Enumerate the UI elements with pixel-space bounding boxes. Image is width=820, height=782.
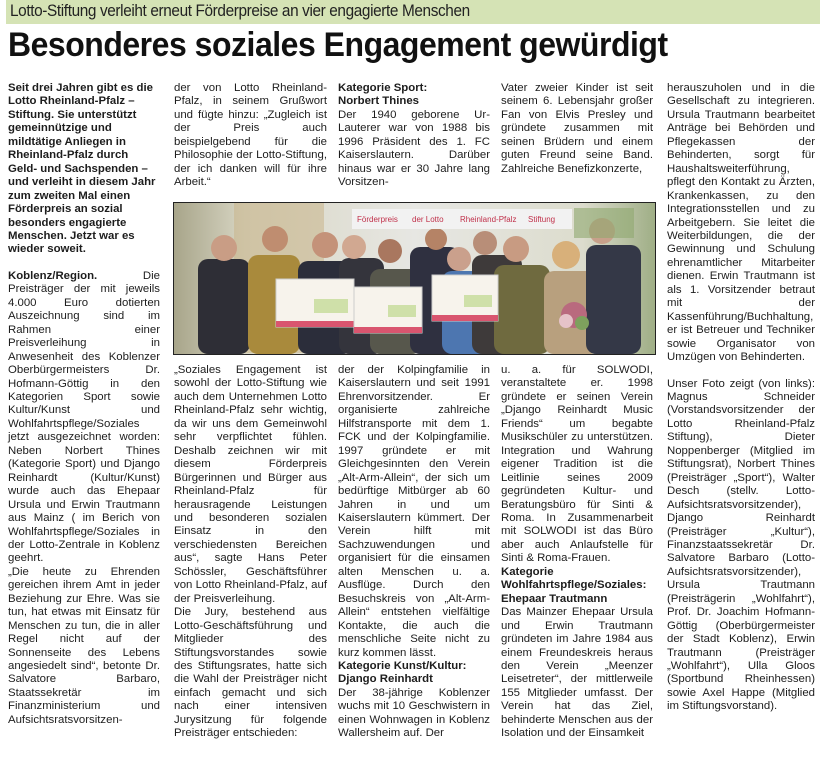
lead-paragraph: Seit drei Jahren gibt es die Lotto Rheinland-Pfalz – Stiftung. Sie unterstützt gemeinnützige und mildtätige Anliegen in Rheinland-Pfalz durch Geld- und Sachspenden – und verleiht in diesem Jahr zum zweiten Mal einen Förderpreis an sozial besonders engagierte Menschen. Jetzt war es wieder soweit.: [8, 82, 156, 256]
prize-check: [276, 279, 354, 327]
body-paragraph: der von Lotto Rheinland-Pfalz, in seinem Grußwort und fügte hinzu: „Zugleich ist der Preis auch beispielgebend für die Philosophie der Lotto-Stiftung, der ich danken will für ihre Arbeit.“: [174, 82, 327, 189]
kicker-text: Lotto-Stiftung verleiht erneut Förderpreise an vier engagierte Menschen: [10, 2, 470, 20]
body-paragraph-dateline: [8, 270, 160, 566]
body-text: Die Preisträger der mit jeweils 4.000 Euro dotierten Auszeichnung sind im Rahmen einer Preisverleihung in Anwesenheit des Koblenzer Oberbürgermeisters Dr. Hofmann-Göttig in den Kategorien Sport sowie Kultur/Kunst und Wohlfahrtspflege/Soziales jetzt ausgezeichnet worden: Neben Norbert Thines (Kategorie Sport) und Django Reinhardt (Kultur/Kunst) wurde auch das Ehepaar Ursula und Erwin Trautmann aus Mainz ( im Berich von Wohlfahrtspflege/Soziales in der Lotto-Zentrale in Koblenz geehrt.: [8, 269, 160, 565]
subheading-wohlfahrt: Kategorie Wohlfahrtspflege/Soziales: Ehepaar Trautmann: [501, 565, 647, 605]
column-1: [8, 82, 160, 727]
body-paragraph: Vater zweier Kinder ist seit seinem 6. Lebensjahr großer Fan von Elvis Presley und gründete zusammen mit seinen Brüdern und einem guten Freund seine Band. Zahlreiche Benefizkonzerte,: [501, 82, 653, 175]
banner: [352, 209, 572, 229]
body-paragraph: Der 38-jährige Koblenzer wuchs mit 10 Geschwistern in einen Wohnwagen in Koblenz Wallersheim auf. Der: [338, 686, 490, 740]
body-paragraph: „Soziales Engagement ist sowohl der Lotto-Stiftung wie auch dem Unternehmen Lotto Rheinland-Pfalz sehr wichtig, da wir uns dem Gemeinwohl sehr verpflichtet fühlen. Deshalb zeichnen wir mit diesem Förderpreis Bürgerinnen und Bürger aus Rheinland-Pfalz für herausragende Leistungen und besonderen sozialen Einsatz in den verschiedensten Bereichen aus“, sagte Hans Peter Schössler, Geschäftsführer von Lotto Rheinland-Pfalz, auf der Preisverleihung.: [174, 364, 327, 605]
plant: [574, 208, 634, 238]
banner-word: Rheinland-Pfalz: [460, 215, 517, 224]
column-3-top: [338, 82, 490, 190]
column-5: [667, 82, 815, 714]
body-paragraph: „Die heute zu Ehrenden gereichen ihrem Amt in jeder Beziehung zur Ehre. Was sie tun, hat etwas mit Einsatz für Menschen zu tun, die in aller Regel nicht auf der Sonnenseite des Lebens angesiedelt sind“, betonte Dr. Salvatore Barbaro, Staatssekretär im Finanzministerium und Aufsichtsratsvorsitzen-: [8, 565, 160, 726]
column-3-bottom: [338, 364, 490, 741]
prize-check: [354, 287, 422, 333]
prize-check: [432, 275, 498, 321]
banner-word: Stiftung: [528, 215, 556, 224]
body-paragraph: Das Mainzer Ehepaar Ursula und Erwin Trautmann gründeten im Jahre 1984 aus einem Freundeskreis heraus den Verein „Meenzer Leisetreter“, der mittlerweile 155 Mitglieder umfasst. Der Verein hat das Ziel, behinderte Menschen aus der Isolation und der Einsamkeit: [501, 606, 653, 740]
column-4-bottom: [501, 364, 653, 741]
body-paragraph: der der Kolpingfamilie in Kaiserslautern und seit 1991 Ehrenvorsitzender. Er organisierte zahlreiche Hilfstransporte mit dem 1. FCK und der Kolpingfamilie. 1997 gründete er mit Gleichgesinnten den Verein „Alt-Arm-Allein“, der sich um bedürftige Mitbürger ab 60 Jahren in und um Kaiserslautern kümmert. Der Verein hilft mit Sachzuwendungen und organisiert für die einsamen alten Menschen u. a. Ausflüge. Durch den Besuchskreis von „Alt-Arm-Allein“ entstehen vielfältige Kontakte, die auch die menschliche Seite nicht zu kurz kommen lässt.: [338, 364, 490, 659]
subheading-kultur: Kategorie Kunst/Kultur: Django Reinhardt: [338, 659, 467, 686]
column-4-top: [501, 82, 653, 176]
kicker-bar: [6, 0, 820, 24]
photo-illustration: [174, 203, 655, 354]
column-2-top: [174, 82, 327, 190]
body-paragraph: u. a. für SOLWODI, veranstaltete er. 1998 gründete er seinen Verein „Django Reinhardt Music Friends“ um begabte Musikschüler zu unterstützen. Integration und Wahrung eigener Tradition ist die Leitlinie seines 2009 gegründeten Kultur- und Beratungsbüro für Sinti & Roma. In Zusammenarbeit mit SOLWODI ist das Büro aber auch Anlaufstelle für Sinti & Roma-Frauen.: [501, 364, 653, 565]
photo-caption: Unser Foto zeigt (von links): Magnus Schneider (Vorstandsvorsitzender der Lotto Rheinland-Pfalz Stiftung), Dieter Noppenberger (Mitglied im Stiftungsrat), Norbert Thines (Preisträger „Sport“), Walter Desch (stellv. Lotto-Aufsichtsratsvorsitzender), Django Reinhardt (Preisträger „Kultur“), Finanzstaatssekretär Dr. Salvatore Barbaro (Lotto-Aufsichtsratsvorsitzender), Ursula Trautmann (Preisträgerin „Wohlfahrt“), Prof. Dr. Joachim Hofmann-Göttig (Oberbürgermeister der Stadt Koblenz), Erwin Trautmann (Preisträger „Wohlfahrt“), Ulla Gloos (Sportbund Rheinhessen) sowie Axel Happe (Mitglied im Stiftungsvorstand).: [667, 377, 815, 713]
group-photo: [173, 202, 656, 355]
body-paragraph: Der 1940 geborene Ur-Lauterer war von 1988 bis 1996 Präsident des 1. FC Kaiserslautern. Darüber hinaus war er 30 Jahre lang Vorsitzen-: [338, 108, 490, 189]
body-paragraph: Die Jury, bestehend aus Lotto-Geschäftsführung und Mitglieder des Stiftungsvorstandes sowie des Stiftungsrates, hatte sich die Wahl der Preisträger nicht einfach gemacht und sich nach einer intensiven Jurysitzung für folgende Preisträger entschieden:: [174, 606, 327, 740]
subheading-sport: Kategorie Sport: Norbert Thines: [338, 82, 428, 108]
body-paragraph: herauszuholen und in die Gesellschaft zu integrieren. Ursula Trautmann bearbeitet Anträge bei Behörden und Pflegekassen der Behinderten, sorgt für Haushaltsweiterführung, pflegt den Kontakt zu Ärzten, Krankenkassen, zu den Integrationsstellen und zu Arbeitgebern. Sie leitet die Weiterbildungen, die der Gewinnung und Schulung ehrenamtlicher Mitarbeiter dienen. Erwin Trautmann ist als 1. Vorsitzender betraut mit der Kassenführung/Buchhaltung, er ist Betreuer und Techniker sowie Organisator von Umzügen von Behinderten.: [667, 82, 815, 364]
column-2-bottom: [174, 364, 327, 741]
headline: Besonderes soziales Engagement gewürdigt: [8, 26, 668, 64]
dateline: Koblenz/Region.: [8, 269, 98, 282]
banner-word: Förderpreis: [357, 215, 398, 224]
banner-word: der Lotto: [412, 215, 444, 224]
